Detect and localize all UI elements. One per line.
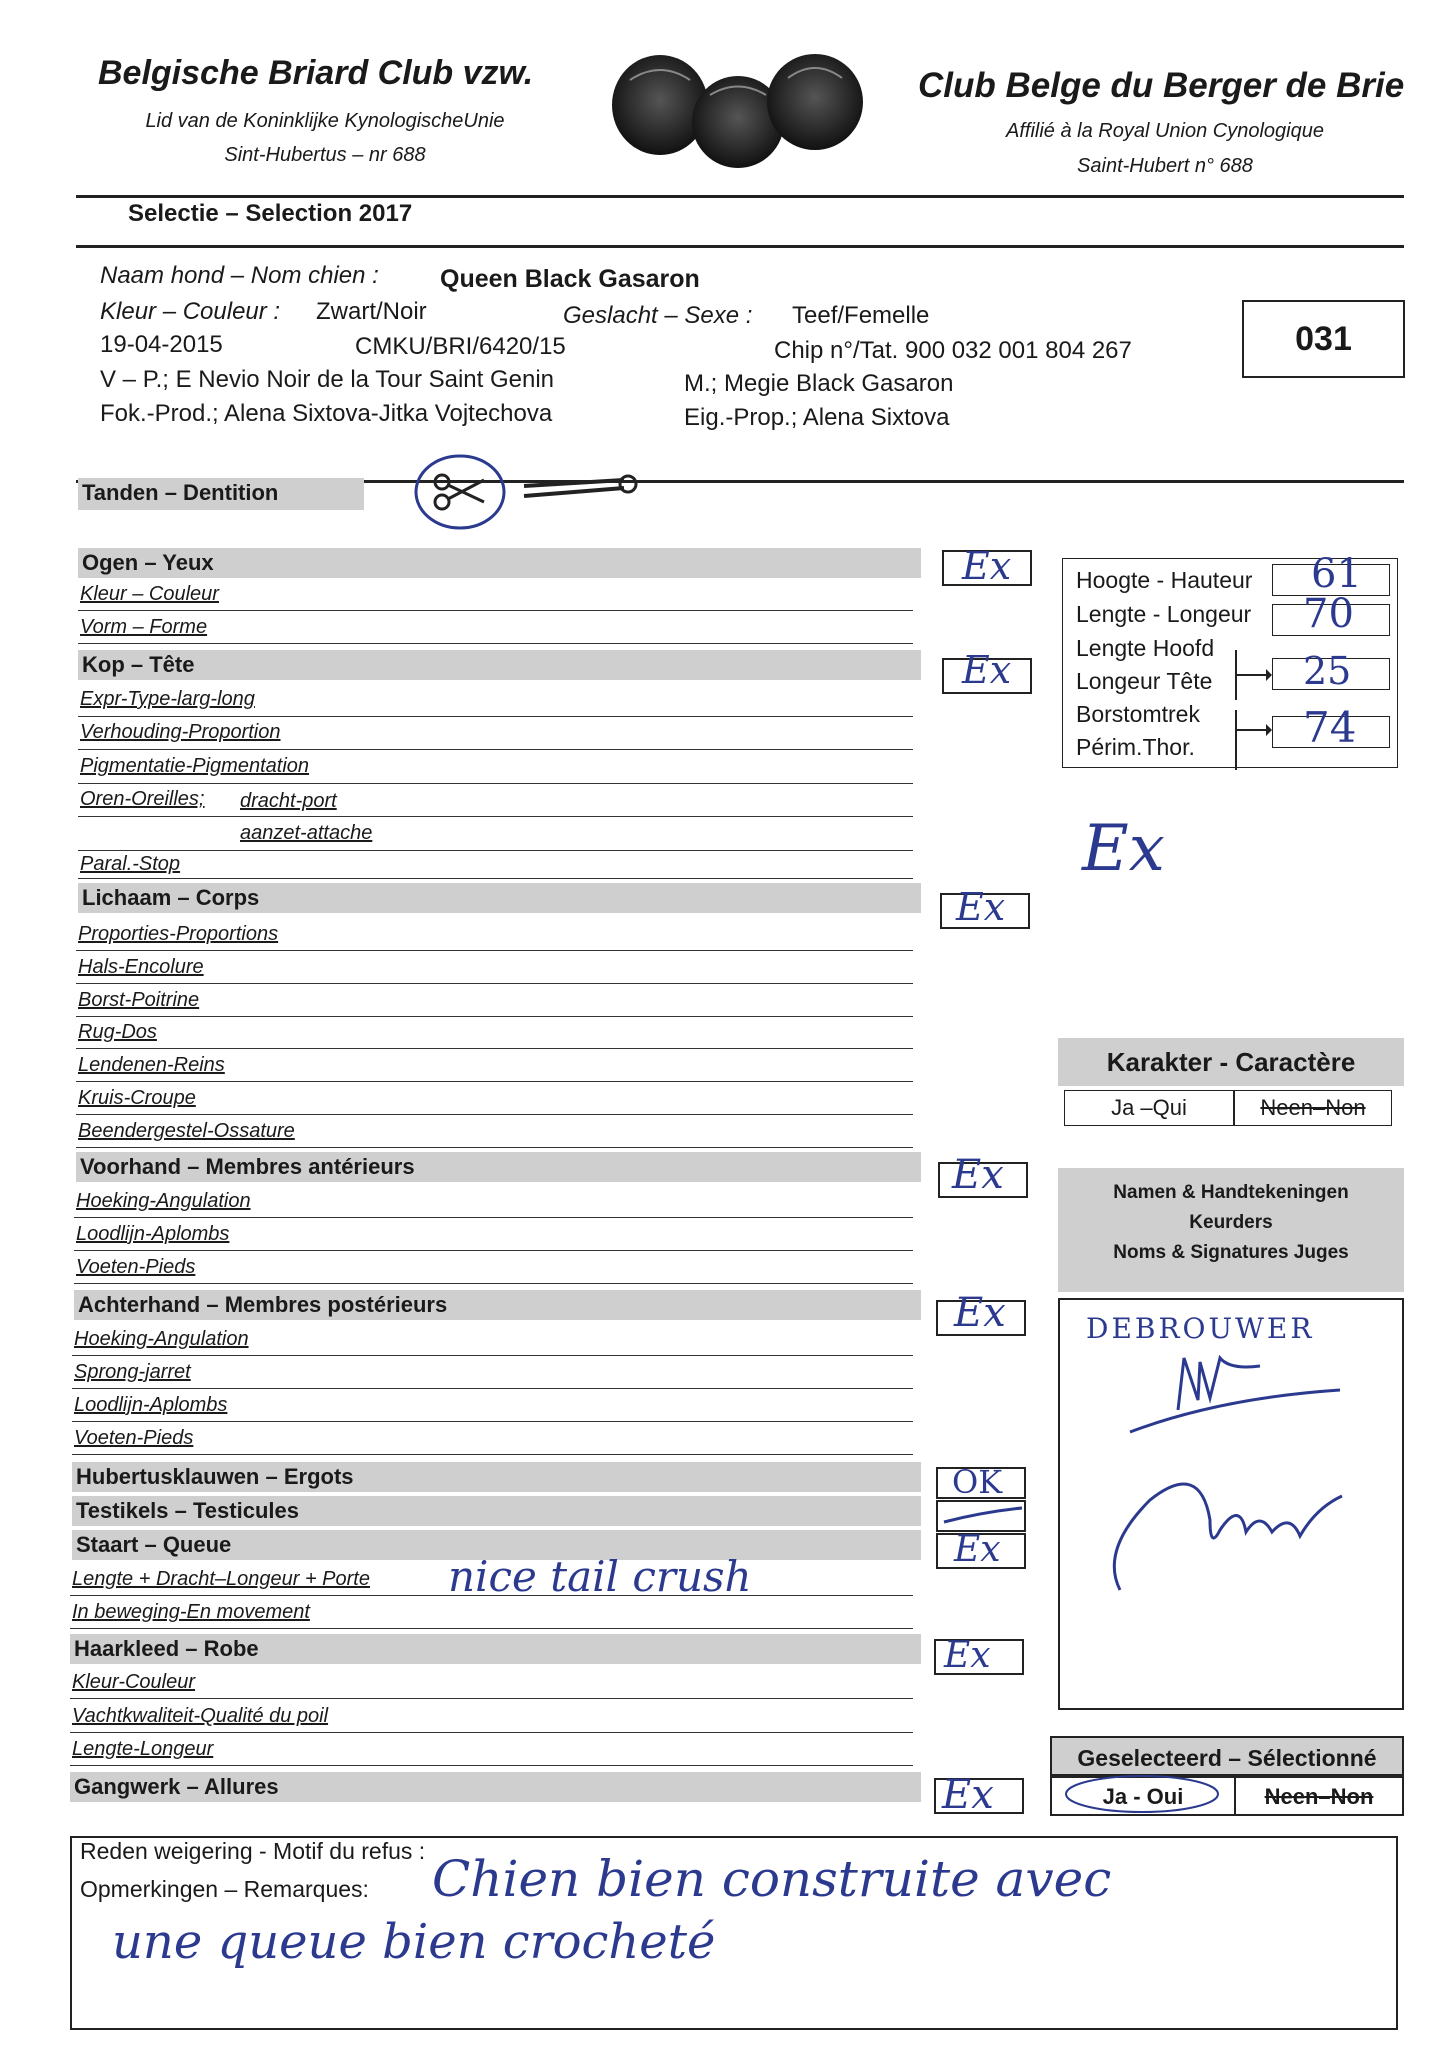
length-value: 70 [1303, 591, 1354, 637]
row-line [72, 1388, 913, 1389]
rear-aplombs-row: Loodlijn-Aplombs [74, 1394, 228, 1416]
body-croup-row: Kruis-Croupe [78, 1087, 196, 1109]
gait-bar: Gangwerk – Allures [70, 1772, 921, 1802]
eyes-color-row: Kleur – Couleur [80, 583, 219, 605]
gait-score-box[interactable] [934, 1772, 1024, 1818]
tail-comment: nice tail crush [448, 1552, 752, 1601]
head-expr-row: Expr-Type-larg-long [80, 688, 255, 710]
selected-title: Geselecteerd – Sélectionné [1050, 1736, 1404, 1776]
rear-jarret-row: Sprong-jarret [74, 1361, 191, 1383]
row-line [70, 1765, 913, 1766]
selected-yes-label: Ja - Oui [1102, 1784, 1184, 1809]
ergots-score-box[interactable] [936, 1463, 1026, 1501]
body-score-box[interactable] [940, 885, 1030, 929]
row-line [72, 1355, 913, 1356]
row-line [76, 1081, 913, 1082]
dog-color-label: Kleur – Couleur : [100, 298, 281, 325]
coat-quality-row: Vachtkwaliteit-Qualité du poil [72, 1705, 329, 1727]
rear-score: Ex [954, 1290, 1006, 1336]
scissor-bite-icon [412, 452, 652, 532]
briard-dogs-logo [610, 50, 870, 170]
ergots-bar: Hubertusklauwen – Ergots [72, 1462, 921, 1492]
row-line [70, 1732, 913, 1733]
row-line [78, 610, 913, 611]
height-label: Hoogte - Hauteur [1076, 567, 1253, 593]
row-line [72, 1454, 913, 1455]
tail-score: Ex [954, 1529, 1001, 1570]
body-proportions-row: Proporties-Proportions [78, 923, 279, 945]
dog-sex-label: Geslacht – Sexe : [563, 302, 753, 329]
character-title: Karakter - Caractère [1058, 1038, 1404, 1086]
body-score: Ex [956, 885, 1006, 929]
dog-mother: M.; Megie Black Gasaron [684, 370, 954, 397]
dog-father: V – P.; E Nevio Noir de la Tour Saint Genin [100, 366, 555, 393]
selected-no[interactable]: Neen–Non [1234, 1776, 1404, 1816]
dog-owner: Eig.-Prop.; Alena Sixtova [684, 404, 950, 431]
row-line [70, 1698, 913, 1699]
catalog-number-box: 031 [1242, 300, 1405, 378]
head-pigmentation-row: Pigmentatie-Pigmentation [80, 755, 310, 777]
club-affiliation-fr: Affilié à la Royal Union Cynologique [1006, 120, 1324, 142]
judge-signatures [1060, 1300, 1400, 1700]
row-line [70, 1628, 913, 1629]
dog-sex: Teef/Femelle [792, 302, 930, 329]
eyes-form-row: Vorm – Forme [80, 616, 208, 638]
judges-title-line2: Keurders [1189, 1212, 1273, 1233]
testicles-bar: Testikels – Testicules [72, 1496, 921, 1526]
head-ears-port-row: dracht-port [240, 790, 337, 812]
head-bar: Kop – Tête [78, 650, 921, 680]
coat-bar: Haarkleed – Robe [70, 1634, 921, 1664]
row-line [76, 983, 913, 984]
dog-breeder: Fok.-Prod.; Alena Sixtova-Jitka Vojtechova [100, 400, 553, 427]
tail-length-row: Lengte + Dracht–Longeur + Porte [72, 1568, 370, 1590]
head-length-box[interactable] [1272, 649, 1390, 693]
club-name-nl: Belgische Briard Club vzw. [98, 54, 534, 92]
dog-chip: Chip n°/Tat. 900 032 001 804 267 [774, 337, 1132, 364]
club-affiliation-nl: Lid van de Koninklijke KynologischeUnie [145, 110, 505, 132]
eyes-score: Ex [962, 544, 1012, 588]
remarks-text-line2: une queue bien crocheté [112, 1914, 716, 1970]
head-score: Ex [962, 648, 1012, 692]
body-neck-row: Hals-Encolure [78, 956, 204, 978]
selection-year: Selectie – Selection 2017 [128, 200, 413, 227]
body-bone-row: Beendergestel-Ossature [78, 1120, 295, 1142]
arrow-icon [1232, 710, 1272, 770]
row-line [78, 878, 913, 879]
judge-name: DEBROUWER [1086, 1312, 1315, 1345]
length-box[interactable] [1272, 591, 1390, 637]
height-value: 61 [1311, 551, 1362, 597]
row-line [76, 1147, 913, 1148]
judges-signature-box[interactable] [1058, 1298, 1404, 1710]
selection-divider [76, 245, 1404, 248]
judges-title-line3: Noms & Signatures Juges [1113, 1242, 1349, 1263]
dog-birthdate: 19-04-2015 [100, 331, 223, 358]
header-divider [76, 195, 1404, 198]
front-score-box[interactable] [938, 1152, 1028, 1198]
tail-movement-row: In beweging-En movement [72, 1601, 310, 1623]
head-ears-attache-row: aanzet-attache [240, 822, 373, 844]
measurement-note: Ex [1082, 812, 1165, 886]
head-proportion-row: Verhouding-Proportion [80, 721, 281, 743]
head-score-box[interactable] [942, 648, 1032, 694]
head-length-label2: Longeur Tête [1076, 668, 1213, 694]
eyes-bar: Ogen – Yeux [78, 548, 921, 578]
rear-score-box[interactable] [936, 1290, 1026, 1336]
chest-label1: Borstomtrek [1076, 701, 1200, 727]
row-line [78, 783, 913, 784]
selected-circle [1062, 1772, 1222, 1816]
coat-length-row: Lengte-Longeur [72, 1738, 214, 1760]
head-stop-row: Paral.-Stop [80, 853, 181, 875]
tail-score-box[interactable] [936, 1529, 1026, 1570]
character-no[interactable]: Neen–Non [1234, 1090, 1392, 1126]
testicles-score-box[interactable] [936, 1500, 1026, 1532]
front-angulation-row: Hoeking-Angulation [76, 1190, 251, 1212]
row-line [76, 1114, 913, 1115]
judges-title [1058, 1168, 1404, 1292]
body-back-row: Rug-Dos [78, 1021, 157, 1043]
row-line [78, 749, 913, 750]
club-number-nl: Sint-Hubertus – nr 688 [224, 144, 426, 166]
coat-score-box[interactable] [934, 1635, 1024, 1676]
front-score: Ex [952, 1152, 1004, 1198]
row-line [76, 950, 913, 951]
row-line [78, 643, 913, 644]
rear-bar: Achterhand – Membres postérieurs [74, 1290, 921, 1320]
body-loins-row: Lendenen-Reins [78, 1054, 225, 1076]
club-name-fr: Club Belge du Berger de Brie [918, 66, 1405, 105]
selected-yes[interactable] [1050, 1776, 1236, 1816]
body-bar: Lichaam – Corps [78, 883, 921, 913]
dog-color: Zwart/Noir [316, 298, 427, 325]
dentition-bar: Tanden – Dentition [78, 478, 364, 510]
club-number-fr: Saint-Hubert n° 688 [1077, 155, 1253, 177]
body-chest-row: Borst-Poitrine [78, 989, 200, 1011]
eyes-score-box[interactable] [942, 544, 1032, 588]
coat-score: Ex [944, 1635, 991, 1676]
ergots-score: OK [952, 1463, 1003, 1501]
refusal-label: Reden weigering - Motif du refus : [80, 1838, 426, 1864]
chest-label2: Périm.Thor. [1076, 734, 1195, 760]
row-line [78, 716, 913, 717]
row-line [72, 1421, 913, 1422]
row-line [76, 1048, 913, 1049]
head-ears-row: Oren-Oreilles; [80, 788, 205, 810]
dog-name: Queen Black Gasaron [440, 265, 700, 293]
dog-name-label: Naam hond – Nom chien : [100, 262, 379, 289]
row-line [74, 1283, 913, 1284]
dog-registration: CMKU/BRI/6420/15 [355, 333, 566, 360]
character-yes[interactable]: Ja –Qui [1064, 1090, 1234, 1126]
chest-box[interactable] [1272, 703, 1390, 752]
rear-feet-row: Voeten-Pieds [74, 1427, 194, 1449]
remarks-label: Opmerkingen – Remarques: [80, 1876, 369, 1902]
judges-title-line1: Namen & Handtekeningen [1113, 1182, 1349, 1203]
row-line [76, 1016, 913, 1017]
tail-bar: Staart – Queue [72, 1530, 921, 1560]
remarks-text-line1: Chien bien construite avec [432, 1850, 1112, 1908]
row-line [74, 1217, 913, 1218]
front-bar: Voorhand – Membres antérieurs [76, 1152, 921, 1182]
head-length-label1: Lengte Hoofd [1076, 635, 1215, 661]
head-length-value: 25 [1303, 649, 1352, 693]
gait-score: Ex [942, 1772, 994, 1818]
front-feet-row: Voeten-Pieds [76, 1256, 196, 1278]
row-line [78, 850, 913, 851]
length-label: Lengte - Longeur [1076, 601, 1252, 627]
coat-color-row: Kleur-Couleur [72, 1671, 196, 1693]
row-line [74, 1250, 913, 1251]
row-line [78, 816, 913, 817]
arrow-icon [1232, 650, 1272, 700]
chest-value: 74 [1303, 703, 1357, 752]
front-aplombs-row: Loodlijn-Aplombs [76, 1223, 230, 1245]
rear-angulation-row: Hoeking-Angulation [74, 1328, 249, 1350]
